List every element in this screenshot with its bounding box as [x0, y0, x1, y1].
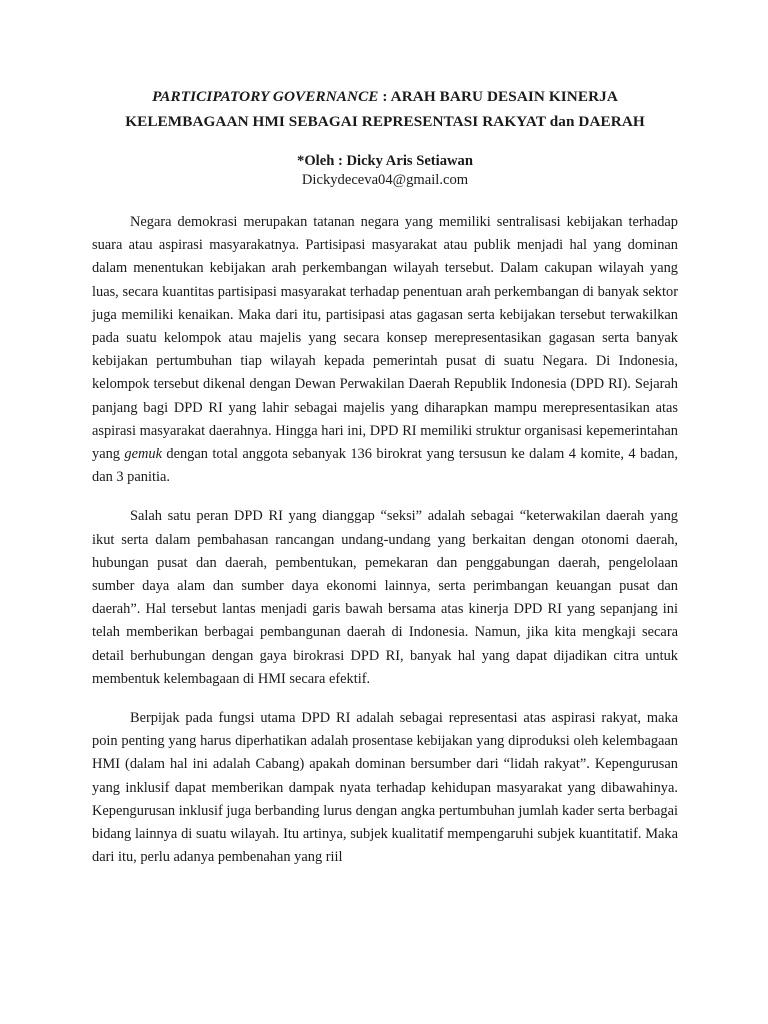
author-email: Dickydeceva04@gmail.com: [301, 172, 469, 188]
paragraph-1-text-a: Negara demokrasi merupakan tatanan negara yang memiliki sentralisasi kebijakan terhadap suara atau aspirasi masyarakatnya. Partisipasi masyarakat atau publik menjadi hal yang dominan dalam menentukan kebijakan arah perkembangan wilayah tersebut. Dalam cakupan wilayah yang luas, secara kuantitas partisipasi masyarakat terhadap penentuan arah perkembangan di banyak sektor juga memiliki kenaikan. Maka dari itu, partisipasi atas gagasan serta kebijakan tersebut terwakilkan pada suatu kelompok atau majelis yang secara konsep merepresentasikan gagasan serta banyak kebijakan pertumbuhan tiap wilayah kepada pemerintah pusat di suatu Negara. Di Indonesia, kelompok tersebut dikenal dengan Dewan Perwakilan Daerah Republik Indonesia (DPD RI). Sejarah panjang bagi DPD RI yang lahir sebagai majelis yang diharapkan mampu merepresentasikan atas aspirasi masyarakat daerahnya. Hingga hari ini, DPD RI memiliki struktur organisasi kepemerintahan yang: [92, 214, 678, 463]
paragraph-3: Berpijak pada fungsi utama DPD RI adalah sebagai representasi atas aspirasi rakyat, maka poin penting yang harus diperhatikan adalah prosentase kebijakan yang diproduksi oleh kelembagaan HMI (dalam hal ini adalah Cabang) apakah dominan bersumber dari “lidah rakyat”. Kepengurusan yang inklusif dapat memberikan dampak nyata terhadap kehidupan masyarakat yang dibawahinya. Kepengurusan inklusif juga berbanding lurus dengan angka pertumbuhan jumlah kader serta berbagai bidang lainnya di suatu wilayah. Itu artinya, subjek kualitatif mempengaruhi subjek kuantitatif. Maka dari itu, perlu adanya pembenahan yang riil: [92, 710, 678, 866]
title-line-2: KELEMBAGAAN HMI SEBAGAI REPRESENTASI RAKYAT dan DAERAH: [125, 113, 645, 130]
title-line-1: [92, 84, 678, 109]
document-title: [92, 84, 678, 134]
author-name: *Oleh : Dicky Aris Setiawan: [297, 153, 473, 169]
title-line-1-rest: : ARAH BARU DESAIN KINERJA: [378, 88, 618, 105]
paragraph-1-italic-word: gemuk: [124, 446, 162, 463]
paragraph-1: [92, 211, 678, 489]
author-block: [92, 152, 678, 190]
paragraph-1-text-b: dengan total anggota sebanyak 136 birokrat yang tersusun ke dalam 4 komite, 4 badan, dan 3 panitia.: [92, 446, 678, 486]
paragraph-2: Salah satu peran DPD RI yang dianggap “seksi” adalah sebagai “keterwakilan daerah yang ikut serta dalam pembahasan rancangan undang-undang yang berkaitan dengan otonomi daerah, hubungan pusat dan daerah, pembentukan, pemekaran dan penggabungan daerah, pengelolaan sumber daya alam dan sumber daya ekonomi lainnya, serta perimbangan keuangan pusat dan daerah”. Hal tersebut lantas menjadi garis bawah bersama atas kinerja DPD RI yang sepanjang ini telah memberikan berbagai pembangunan daerah di Indonesia. Namun, jika kita mengkaji secara detail berhubungan dengan gaya birokrasi DPD RI, banyak hal yang dapat dijadikan citra untuk membentuk kelembagaan di HMI secara efektif.: [92, 508, 678, 687]
title-italic-term: PARTICIPATORY GOVERNANCE: [152, 88, 379, 105]
